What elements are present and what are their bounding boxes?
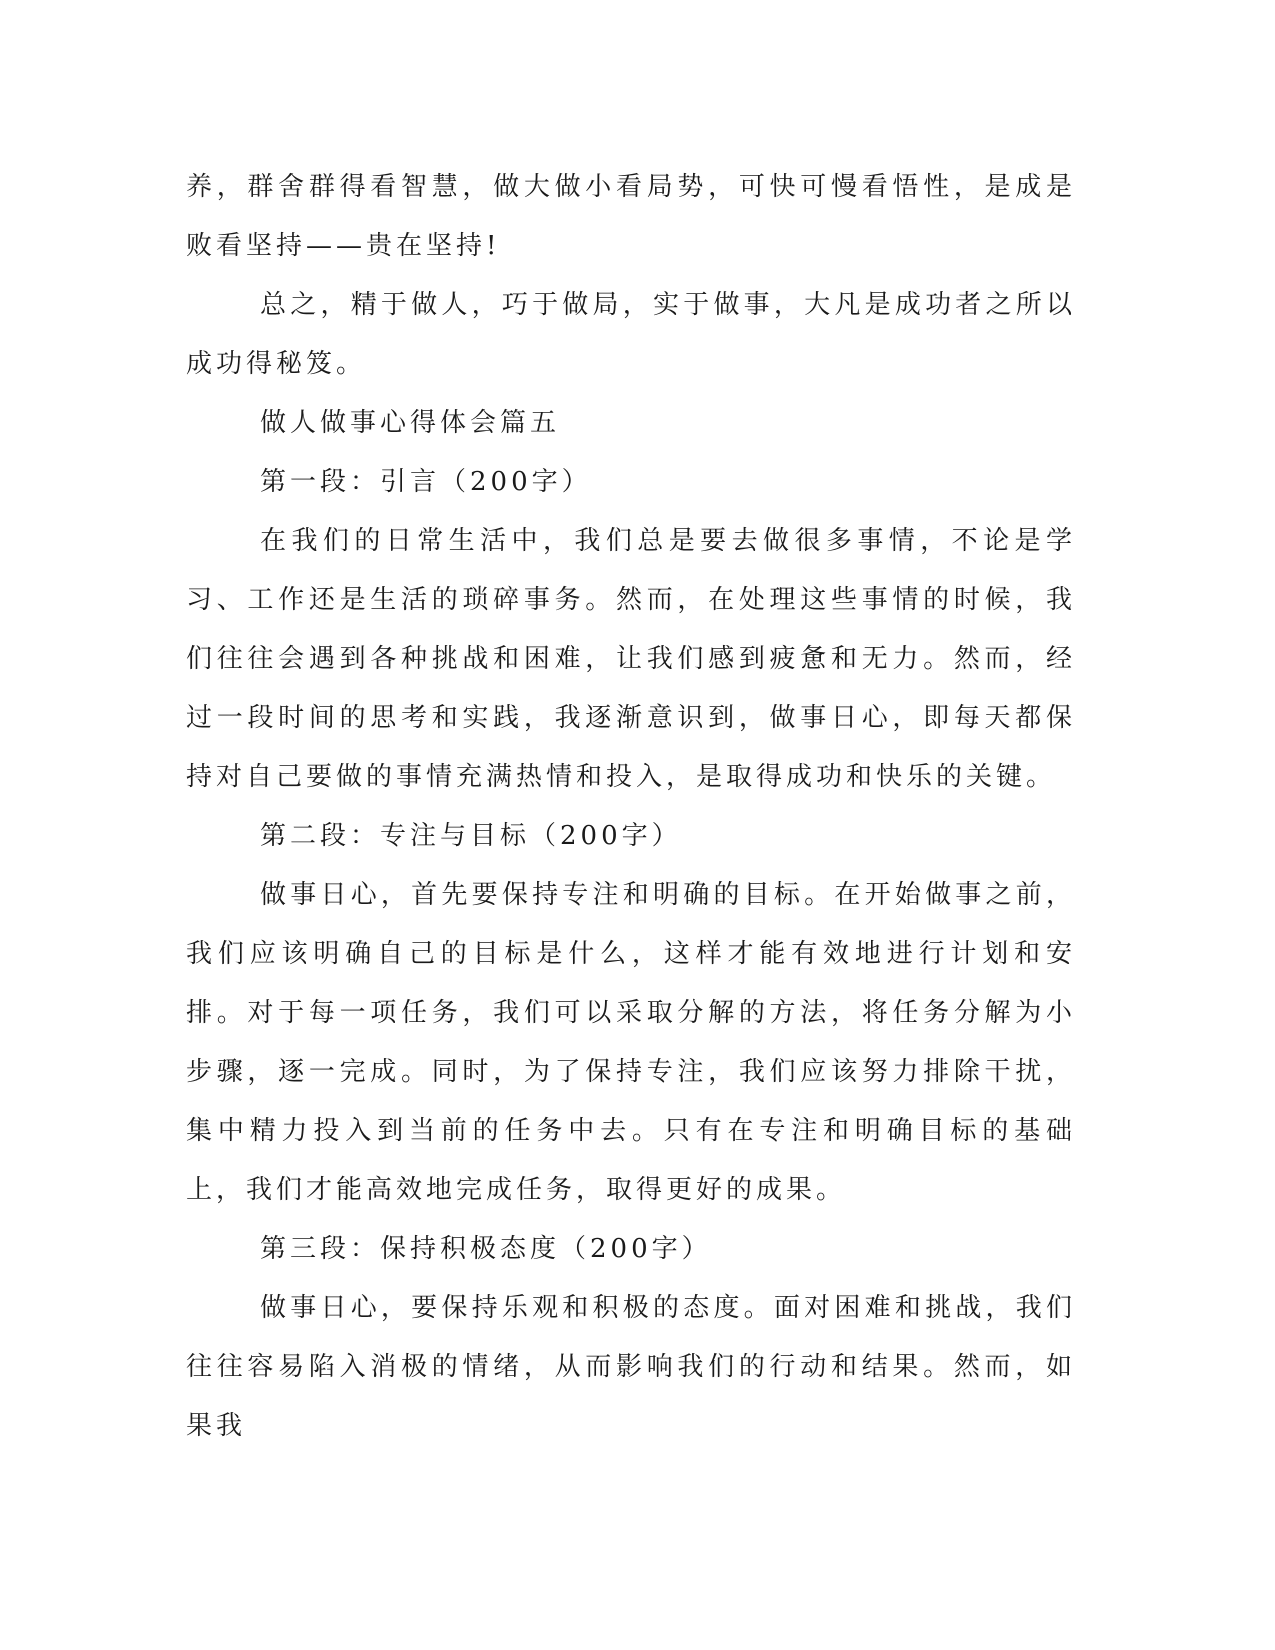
- paragraph-continuation: 养，群舍群得看智慧，做大做小看局势，可快可慢看悟性，是成是败看坚持——贵在坚持!: [186, 172, 1076, 261]
- paragraph-body-2: 做事日心，首先要保持专注和明确的目标。在开始做事之前，我们应该明确自己的目标是什么，这样才能有效地进行计划和安排。对于每一项任务，我们可以采取分解的方法，将任务分解为小步骤，逐一完成。同时，为了保持专注，我们应该努力排除干扰，集中精力投入到当前的任务中去。只有在专注和明确目标的基础上，我们才能高效地完成任务，取得更好的成果。: [186, 880, 1076, 1205]
- section-title: 做人做事心得体会篇五: [260, 408, 561, 438]
- paragraph-body-1: 在我们的日常生活中，我们总是要去做很多事情，不论是学习、工作还是生活的琐碎事务。然而，在处理这些事情的时候，我们往往会遇到各种挑战和困难，让我们感到疲惫和无力。然而，经过一段时间的思考和实践，我逐渐意识到，做事日心，即每天都保持对自己要做的事情充满热情和投入，是取得成功和快乐的关键。: [186, 526, 1076, 792]
- section-heading-1: 第一段：引言（200字）: [260, 467, 592, 497]
- section-heading-2: 第二段：专注与目标（200字）: [260, 821, 682, 851]
- paragraph-conclusion: 总之，精于做人，巧于做局，实于做事，大凡是成功者之所以成功得秘笈。: [186, 290, 1076, 379]
- paragraph-body-3: 做事日心，要保持乐观和积极的态度。面对困难和挑战，我们往往容易陷入消极的情绪，从而影响我们的行动和结果。然而，如果我: [186, 1293, 1076, 1441]
- document-body: [186, 158, 1076, 1456]
- section-heading-3: 第三段：保持积极态度（200字）: [260, 1234, 712, 1264]
